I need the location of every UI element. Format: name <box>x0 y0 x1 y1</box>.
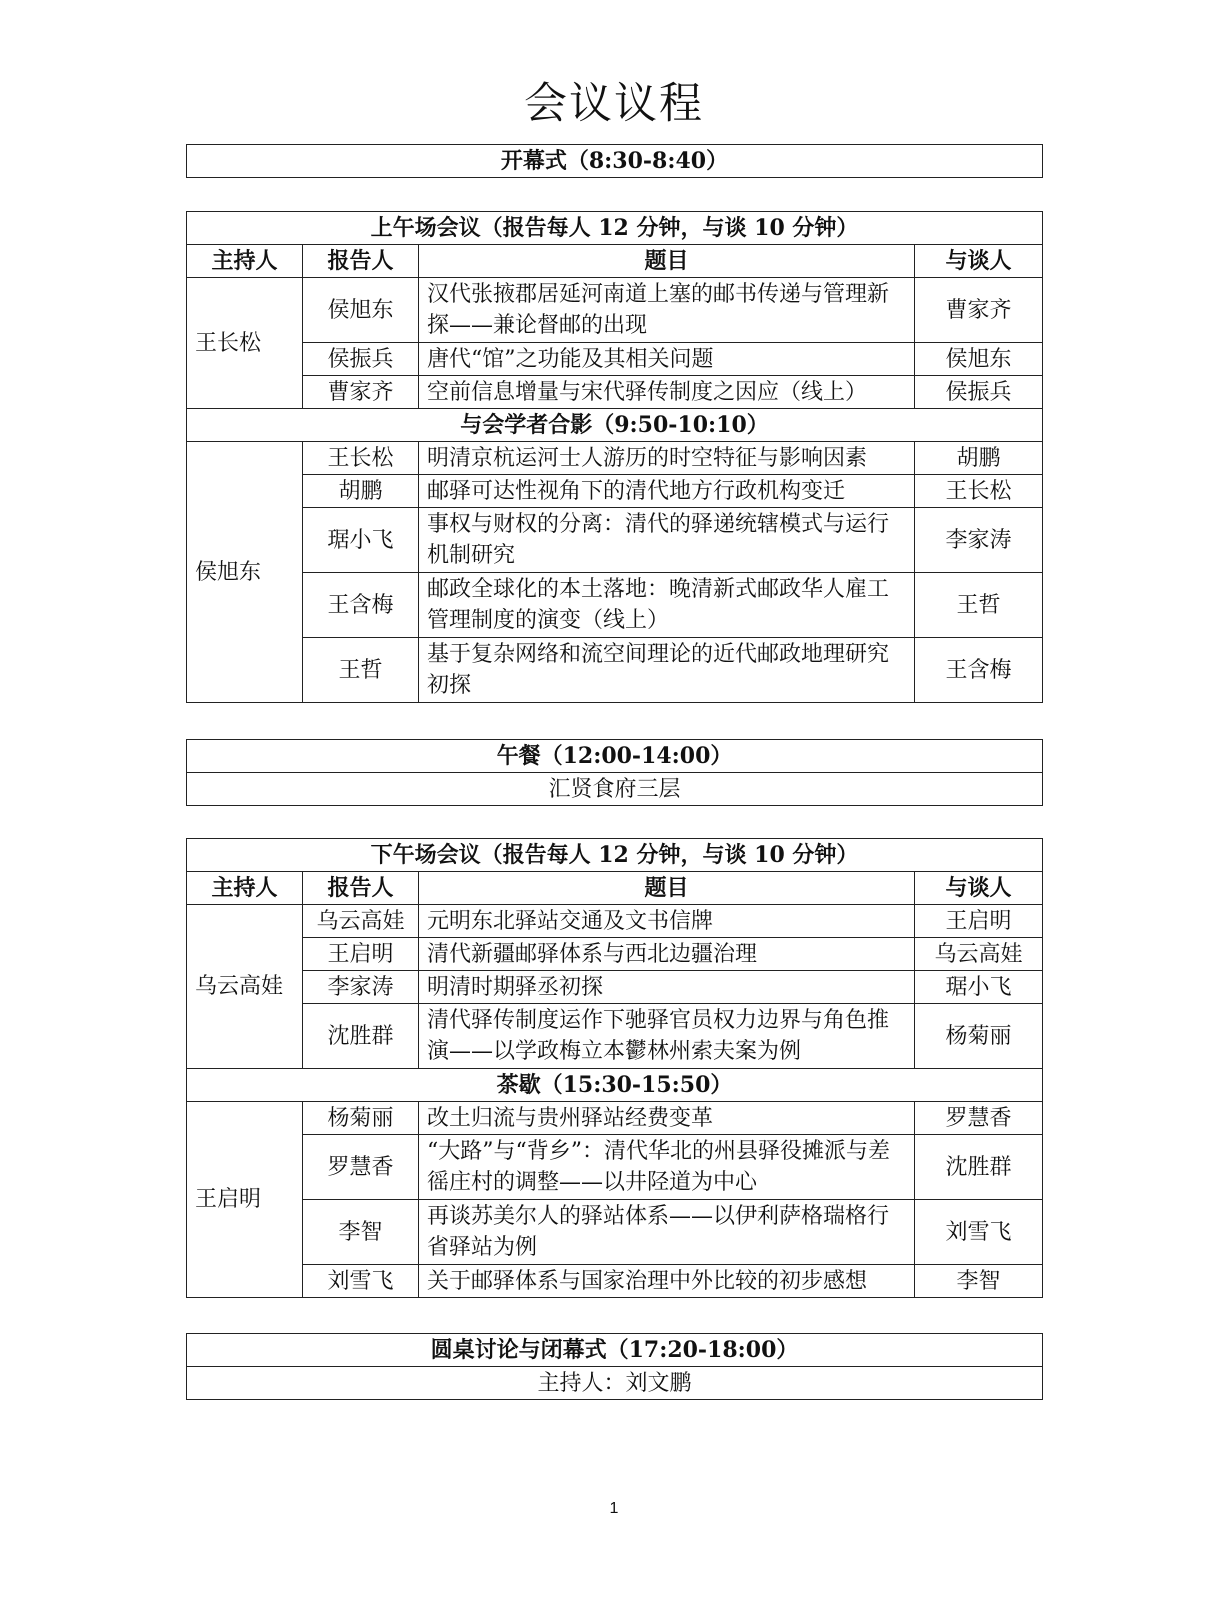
discussant-cell: 侯振兵 <box>915 376 1043 409</box>
header-discussant: 与谈人 <box>915 245 1043 278</box>
discussant-cell: 王启明 <box>915 905 1043 938</box>
discussant-cell: 王哲 <box>915 573 1043 638</box>
closing-host: 主持人：刘文鹏 <box>187 1367 1043 1400</box>
host-cell: 王启明 <box>187 1102 303 1298</box>
header-host: 主持人 <box>187 245 303 278</box>
opening-heading: 开幕式（8:30-8:40） <box>187 145 1043 178</box>
header-host: 主持人 <box>187 872 303 905</box>
table-row <box>187 1135 1043 1200</box>
discussant-cell: 胡鹏 <box>915 442 1043 475</box>
table-row <box>187 971 1043 1004</box>
topic-cell: 唐代“馆”之功能及其相关问题 <box>419 343 915 376</box>
table-row <box>187 278 1043 343</box>
speaker-cell: 沈胜群 <box>303 1004 419 1069</box>
morning-session-table <box>186 211 1043 703</box>
table-row <box>187 905 1043 938</box>
header-topic: 题目 <box>419 872 915 905</box>
host-cell: 王长松 <box>187 278 303 409</box>
speaker-cell: 侯振兵 <box>303 343 419 376</box>
lunch-heading: 午餐（12:00-14:00） <box>187 740 1043 773</box>
table-row <box>187 1102 1043 1135</box>
speaker-cell: 刘雪飞 <box>303 1265 419 1298</box>
opening-table <box>186 144 1043 178</box>
morning-heading: 上午场会议（报告每人 12 分钟，与谈 10 分钟） <box>187 212 1043 245</box>
topic-cell: 事权与财权的分离：清代的驿递统辖模式与运行机制研究 <box>419 508 915 573</box>
closing-table <box>186 1333 1043 1400</box>
topic-cell: 关于邮驿体系与国家治理中外比较的初步感想 <box>419 1265 915 1298</box>
closing-heading: 圆桌讨论与闭幕式（17:20-18:00） <box>187 1334 1043 1367</box>
topic-cell: 邮驿可达性视角下的清代地方行政机构变迁 <box>419 475 915 508</box>
table-row <box>187 508 1043 573</box>
discussant-cell: 王含梅 <box>915 638 1043 703</box>
table-row <box>187 343 1043 376</box>
table-row <box>187 442 1043 475</box>
table-row <box>187 475 1043 508</box>
speaker-cell: 琚小飞 <box>303 508 419 573</box>
tea-break: 茶歇（15:30-15:50） <box>187 1069 1043 1102</box>
header-row <box>187 872 1043 905</box>
speaker-cell: 胡鹏 <box>303 475 419 508</box>
page-title: 会议议程 <box>524 79 704 129</box>
discussant-cell: 乌云高娃 <box>915 938 1043 971</box>
speaker-cell: 罗慧香 <box>303 1135 419 1200</box>
table-row <box>187 1200 1043 1265</box>
speaker-cell: 李智 <box>303 1200 419 1265</box>
discussant-cell: 杨菊丽 <box>915 1004 1043 1069</box>
discussant-cell: 王长松 <box>915 475 1043 508</box>
header-topic: 题目 <box>419 245 915 278</box>
header-speaker: 报告人 <box>303 245 419 278</box>
speaker-cell: 曹家齐 <box>303 376 419 409</box>
afternoon-heading: 下午场会议（报告每人 12 分钟，与谈 10 分钟） <box>187 839 1043 872</box>
speaker-cell: 侯旭东 <box>303 278 419 343</box>
lunch-table <box>186 739 1043 806</box>
lunch-place: 汇贤食府三层 <box>187 773 1043 806</box>
topic-cell: “大路”与“背乡”：清代华北的州县驿役摊派与差徭庄村的调整——以井陉道为中心 <box>419 1135 915 1200</box>
topic-cell: 改土归流与贵州驿站经费变革 <box>419 1102 915 1135</box>
photo-break: 与会学者合影（9:50-10:10） <box>187 409 1043 442</box>
header-discussant: 与谈人 <box>915 872 1043 905</box>
table-row <box>187 938 1043 971</box>
speaker-cell: 乌云高娃 <box>303 905 419 938</box>
speaker-cell: 王含梅 <box>303 573 419 638</box>
discussant-cell: 李家涛 <box>915 508 1043 573</box>
topic-cell: 空前信息增量与宋代驿传制度之因应（线上） <box>419 376 915 409</box>
header-row <box>187 245 1043 278</box>
discussant-cell: 琚小飞 <box>915 971 1043 1004</box>
topic-cell: 明清时期驿丞初探 <box>419 971 915 1004</box>
topic-cell: 汉代张掖郡居延河南道上塞的邮书传递与管理新探——兼论督邮的出现 <box>419 278 915 343</box>
host-cell: 侯旭东 <box>187 442 303 703</box>
table-row <box>187 573 1043 638</box>
speaker-cell: 王长松 <box>303 442 419 475</box>
discussant-cell: 侯旭东 <box>915 343 1043 376</box>
topic-cell: 元明东北驿站交通及文书信牌 <box>419 905 915 938</box>
table-row <box>187 1004 1043 1069</box>
topic-cell: 邮政全球化的本土落地：晚清新式邮政华人雇工管理制度的演变（线上） <box>419 573 915 638</box>
discussant-cell: 沈胜群 <box>915 1135 1043 1200</box>
host-cell: 乌云高娃 <box>187 905 303 1069</box>
speaker-cell: 王哲 <box>303 638 419 703</box>
header-speaker: 报告人 <box>303 872 419 905</box>
topic-cell: 再谈苏美尔人的驿站体系——以伊利萨格瑞格行省驿站为例 <box>419 1200 915 1265</box>
table-row <box>187 638 1043 703</box>
topic-cell: 清代驿传制度运作下驰驿官员权力边界与角色推演——以学政梅立本鬱林州索夫案为例 <box>419 1004 915 1069</box>
page-number: 1 <box>609 1500 619 1517</box>
table-row <box>187 376 1043 409</box>
discussant-cell: 刘雪飞 <box>915 1200 1043 1265</box>
table-row <box>187 1265 1043 1298</box>
topic-cell: 明清京杭运河士人游历的时空特征与影响因素 <box>419 442 915 475</box>
discussant-cell: 李智 <box>915 1265 1043 1298</box>
topic-cell: 基于复杂网络和流空间理论的近代邮政地理研究初探 <box>419 638 915 703</box>
afternoon-session-table <box>186 838 1043 1298</box>
discussant-cell: 曹家齐 <box>915 278 1043 343</box>
topic-cell: 清代新疆邮驿体系与西北边疆治理 <box>419 938 915 971</box>
discussant-cell: 罗慧香 <box>915 1102 1043 1135</box>
speaker-cell: 王启明 <box>303 938 419 971</box>
speaker-cell: 李家涛 <box>303 971 419 1004</box>
speaker-cell: 杨菊丽 <box>303 1102 419 1135</box>
